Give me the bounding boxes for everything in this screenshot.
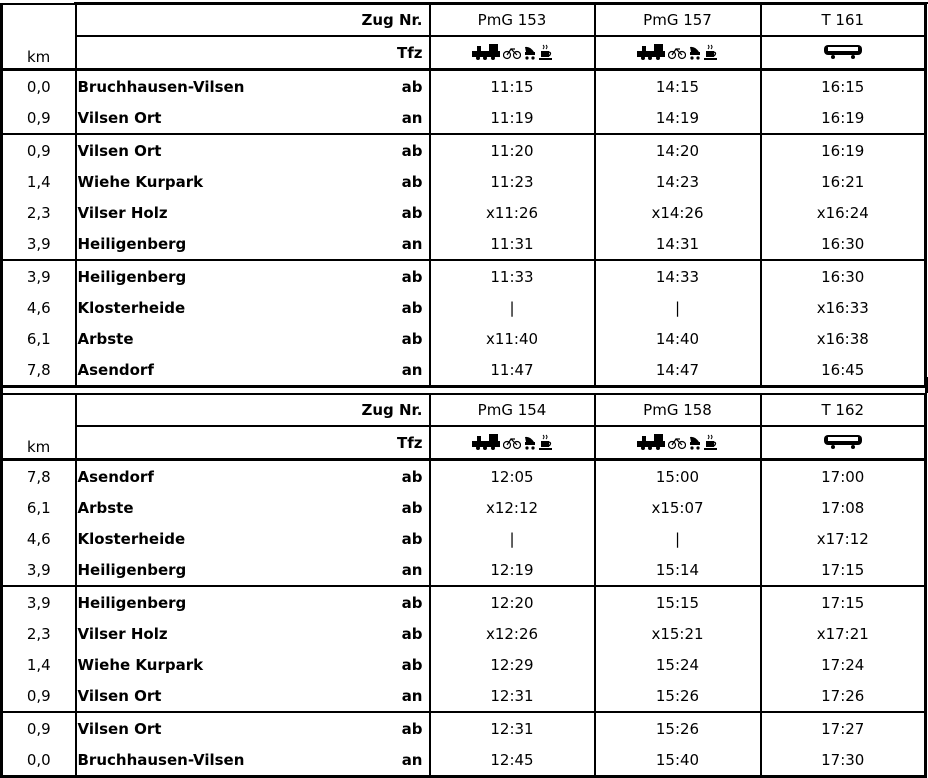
time-cell: x11:40 (430, 323, 595, 354)
train-vehicle-icons (430, 426, 595, 460)
time-cell: x12:26 (430, 618, 595, 649)
time-cell: 14:40 (595, 323, 761, 354)
km-value: 4,6 (2, 292, 76, 323)
km-value: 1,4 (2, 649, 76, 680)
station-name: Heiligenberg (76, 554, 386, 586)
time-cell: 14:15 (595, 70, 761, 103)
time-cell: 11:15 (430, 70, 595, 103)
time-cell: x11:26 (430, 197, 595, 228)
station-name: Heiligenberg (76, 586, 386, 618)
station-name: Vilsen Ort (76, 134, 386, 166)
timetable-row (2, 197, 926, 228)
time-cell: x17:21 (761, 618, 926, 649)
timetable-return (0, 393, 927, 778)
time-cell: x16:24 (761, 197, 926, 228)
km-value: 0,0 (2, 744, 76, 777)
station-name: Vilsen Ort (76, 712, 386, 744)
station-name: Vilser Holz (76, 618, 386, 649)
km-value: 1,4 (2, 166, 76, 197)
km-column-header: km (2, 36, 76, 70)
time-cell: 17:27 (761, 712, 926, 744)
timetable-row (2, 586, 926, 618)
train-vehicle-icons (430, 36, 595, 70)
time-cell: 12:05 (430, 460, 595, 493)
km-value: 7,8 (2, 354, 76, 387)
km-value: 3,9 (2, 228, 76, 260)
station-name: Heiligenberg (76, 260, 386, 292)
time-cell: 11:47 (430, 354, 595, 387)
station-name: Vilser Holz (76, 197, 386, 228)
time-cell: 15:00 (595, 460, 761, 493)
timetable-outbound (0, 3, 927, 388)
time-cell: 12:45 (430, 744, 595, 777)
km-value: 6,1 (2, 492, 76, 523)
km-value: 0,0 (2, 70, 76, 103)
bicycle-icon (668, 436, 686, 450)
time-cell: 16:30 (761, 228, 926, 260)
time-cell: | (430, 292, 595, 323)
arrival-departure-marker: ab (401, 529, 423, 548)
station-name: Vilsen Ort (76, 680, 386, 712)
time-cell: 14:20 (595, 134, 761, 166)
km-value: 3,9 (2, 554, 76, 586)
bicycle-icon (668, 46, 686, 60)
time-cell: 14:47 (595, 354, 761, 387)
time-cell: 17:08 (761, 492, 926, 523)
station-name: Wiehe Kurpark (76, 166, 386, 197)
arrival-departure-marker: ab (401, 498, 423, 517)
coffee-cup-icon (539, 44, 553, 60)
station-name: Asendorf (76, 460, 386, 493)
timetable-row (2, 166, 926, 197)
time-cell: x17:12 (761, 523, 926, 554)
time-cell: 17:26 (761, 680, 926, 712)
arrival-departure-marker: ab (401, 77, 423, 96)
timetable-row (2, 712, 926, 744)
locomotive-label: Tfz (76, 426, 430, 460)
time-cell: 15:15 (595, 586, 761, 618)
station-name: Asendorf (76, 354, 386, 387)
time-cell: 15:24 (595, 649, 761, 680)
time-cell: 12:19 (430, 554, 595, 586)
time-cell: 16:30 (761, 260, 926, 292)
train-vehicle-icons (595, 426, 761, 460)
station-name: Arbste (76, 492, 386, 523)
timetable-row (2, 323, 926, 354)
time-cell: 11:33 (430, 260, 595, 292)
km-header-blank (2, 394, 76, 426)
km-column-header: km (2, 426, 76, 460)
stroller-icon (689, 434, 701, 450)
timetable-row (2, 618, 926, 649)
bicycle-icon (503, 436, 521, 450)
train-vehicle-icons (761, 36, 926, 70)
arrival-departure-marker: ab (401, 467, 423, 486)
bicycle-icon (503, 46, 521, 60)
station-name: Bruchhausen-Vilsen (76, 744, 386, 777)
train-number: PmG 158 (595, 394, 761, 426)
km-value: 3,9 (2, 586, 76, 618)
time-cell: x14:26 (595, 197, 761, 228)
locomotive-label: Tfz (76, 36, 430, 70)
time-cell: 14:31 (595, 228, 761, 260)
train-number: T 161 (761, 4, 926, 36)
train-vehicle-icons (761, 426, 926, 460)
coffee-cup-icon (704, 434, 718, 450)
timetable-row (2, 70, 926, 103)
time-cell: 14:33 (595, 260, 761, 292)
km-value: 0,9 (2, 102, 76, 134)
train-number-label: Zug Nr. (76, 394, 430, 426)
arrival-departure-marker: ab (401, 141, 423, 160)
time-cell: 15:14 (595, 554, 761, 586)
stroller-icon (524, 434, 536, 450)
railbus-icon (823, 43, 863, 59)
time-cell: 14:19 (595, 102, 761, 134)
km-value: 7,8 (2, 460, 76, 493)
timetable-row (2, 744, 926, 777)
time-cell: 12:31 (430, 712, 595, 744)
time-cell: 16:19 (761, 134, 926, 166)
time-cell: | (430, 523, 595, 554)
coffee-cup-icon (704, 44, 718, 60)
steam-locomotive-icon (472, 432, 500, 450)
arrival-departure-marker: an (386, 554, 430, 586)
steam-locomotive-icon (637, 42, 665, 60)
steam-locomotive-icon (472, 42, 500, 60)
timetable-row (2, 292, 926, 323)
time-cell: 11:23 (430, 166, 595, 197)
station-name: Klosterheide (76, 523, 386, 554)
timetable-row (2, 680, 926, 712)
arrival-departure-marker: an (386, 102, 430, 134)
railbus-icon (823, 433, 863, 449)
time-cell: 15:26 (595, 680, 761, 712)
time-cell: 16:21 (761, 166, 926, 197)
timetable-row (2, 649, 926, 680)
arrival-departure-marker: ab (401, 298, 423, 317)
station-name: Heiligenberg (76, 228, 386, 260)
arrival-departure-marker: ab (401, 655, 423, 674)
time-cell: 17:24 (761, 649, 926, 680)
arrival-departure-marker: ab (401, 593, 423, 612)
km-value: 0,9 (2, 134, 76, 166)
km-value: 2,3 (2, 197, 76, 228)
timetable-row (2, 102, 926, 134)
arrival-departure-marker: ab (401, 329, 423, 348)
station-name: Klosterheide (76, 292, 386, 323)
time-cell: | (595, 523, 761, 554)
km-header-blank (2, 4, 76, 36)
station-name: Vilsen Ort (76, 102, 386, 134)
arrival-departure-marker: an (386, 744, 430, 777)
time-cell: 16:19 (761, 102, 926, 134)
time-cell: 11:31 (430, 228, 595, 260)
km-value: 3,9 (2, 260, 76, 292)
timetable-row (2, 460, 926, 493)
time-cell: 16:45 (761, 354, 926, 387)
table-gap (0, 377, 928, 393)
stroller-icon (524, 44, 536, 60)
time-cell: | (595, 292, 761, 323)
time-cell: x16:33 (761, 292, 926, 323)
time-cell: 16:15 (761, 70, 926, 103)
train-number-label: Zug Nr. (76, 4, 430, 36)
timetable-row (2, 228, 926, 260)
timetable-row (2, 260, 926, 292)
arrival-departure-marker: ab (401, 172, 423, 191)
time-cell: x16:38 (761, 323, 926, 354)
train-number: PmG 154 (430, 394, 595, 426)
km-value: 0,9 (2, 680, 76, 712)
train-number: PmG 153 (430, 4, 595, 36)
timetable-row (2, 492, 926, 523)
time-cell: x15:21 (595, 618, 761, 649)
time-cell: 11:19 (430, 102, 595, 134)
arrival-departure-marker: an (386, 354, 430, 387)
stroller-icon (689, 44, 701, 60)
time-cell: 12:31 (430, 680, 595, 712)
arrival-departure-marker: ab (401, 267, 423, 286)
arrival-departure-marker: an (386, 228, 430, 260)
timetable-row (2, 523, 926, 554)
station-name: Bruchhausen-Vilsen (76, 70, 386, 103)
time-cell: 17:00 (761, 460, 926, 493)
time-cell: x12:12 (430, 492, 595, 523)
arrival-departure-marker: ab (401, 203, 423, 222)
timetable-row (2, 554, 926, 586)
steam-locomotive-icon (637, 432, 665, 450)
timetable-row (2, 134, 926, 166)
arrival-departure-marker: ab (401, 624, 423, 643)
km-value: 2,3 (2, 618, 76, 649)
train-number: T 162 (761, 394, 926, 426)
station-name: Wiehe Kurpark (76, 649, 386, 680)
train-vehicle-icons (595, 36, 761, 70)
arrival-departure-marker: an (386, 680, 430, 712)
time-cell: 12:29 (430, 649, 595, 680)
time-cell: x15:07 (595, 492, 761, 523)
train-number: PmG 157 (595, 4, 761, 36)
time-cell: 15:26 (595, 712, 761, 744)
coffee-cup-icon (539, 434, 553, 450)
time-cell: 15:40 (595, 744, 761, 777)
time-cell: 17:15 (761, 586, 926, 618)
km-value: 6,1 (2, 323, 76, 354)
km-value: 0,9 (2, 712, 76, 744)
time-cell: 11:20 (430, 134, 595, 166)
time-cell: 17:15 (761, 554, 926, 586)
station-name: Arbste (76, 323, 386, 354)
time-cell: 14:23 (595, 166, 761, 197)
time-cell: 17:30 (761, 744, 926, 777)
km-value: 4,6 (2, 523, 76, 554)
time-cell: 12:20 (430, 586, 595, 618)
arrival-departure-marker: ab (401, 719, 423, 738)
